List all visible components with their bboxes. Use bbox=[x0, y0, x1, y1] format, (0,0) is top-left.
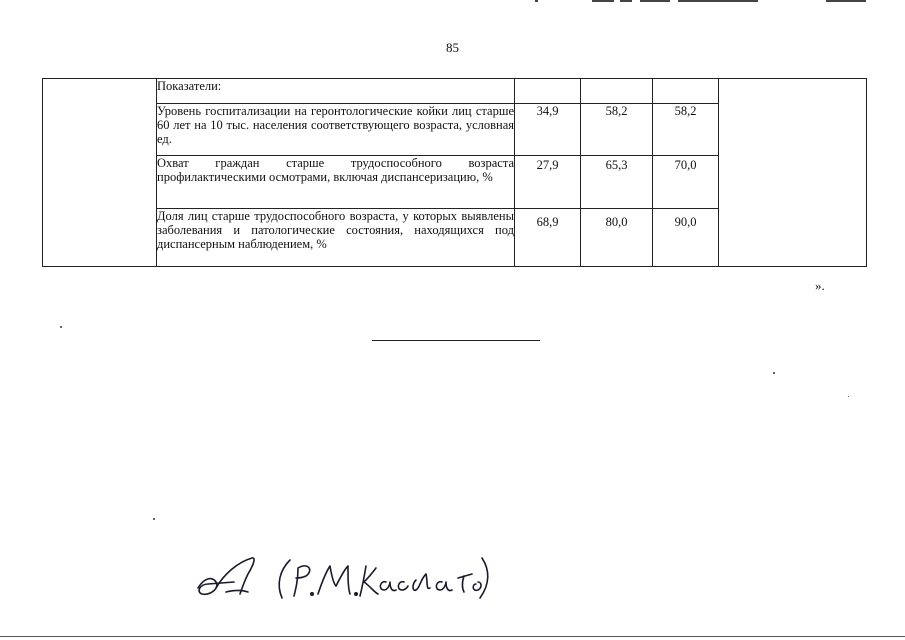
row-description: Уровень госпитализации на геронтологические койки лиц старше 60 лет на 10 тыс. населения соответствующего возраста, условная ед. bbox=[157, 104, 515, 156]
page-number: 85 bbox=[446, 40, 459, 55]
blank-left-cell bbox=[43, 79, 157, 267]
scan-speck bbox=[773, 372, 775, 374]
scan-speck bbox=[60, 326, 62, 328]
row-value-1: 34,9 bbox=[515, 104, 581, 156]
indicators-label: Показатели: bbox=[157, 79, 515, 104]
row-value-1: 68,9 bbox=[515, 209, 581, 267]
row-value-1: 27,9 bbox=[515, 156, 581, 209]
blank-right-cell bbox=[719, 79, 867, 267]
row-value-2: 58,2 bbox=[581, 104, 653, 156]
scan-speck bbox=[153, 518, 155, 520]
blank-cell bbox=[581, 79, 653, 104]
blank-cell bbox=[653, 79, 719, 104]
page-bottom-edge bbox=[0, 636, 905, 637]
section-divider bbox=[372, 340, 540, 341]
table-header-row bbox=[43, 79, 867, 104]
row-value-3: 90,0 bbox=[653, 209, 719, 267]
scan-speck bbox=[848, 396, 849, 397]
row-description: Охват граждан старше трудоспособного возраста профилактическими осмотрами, включая диспансеризацию, % bbox=[157, 156, 515, 209]
handwritten-signature bbox=[190, 548, 490, 608]
row-value-3: 58,2 bbox=[653, 104, 719, 156]
indicators-table bbox=[42, 78, 867, 267]
scan-edge-marks bbox=[0, 0, 905, 6]
closing-quote: ». bbox=[815, 278, 825, 293]
row-value-2: 65,3 bbox=[581, 156, 653, 209]
row-value-2: 80,0 bbox=[581, 209, 653, 267]
row-value-3: 70,0 bbox=[653, 156, 719, 209]
row-description: Доля лиц старше трудоспособного возраста, у которых выявлены заболевания и патологические состояния, находящихся под диспансерным наблюдением, % bbox=[157, 209, 515, 267]
blank-cell bbox=[515, 79, 581, 104]
